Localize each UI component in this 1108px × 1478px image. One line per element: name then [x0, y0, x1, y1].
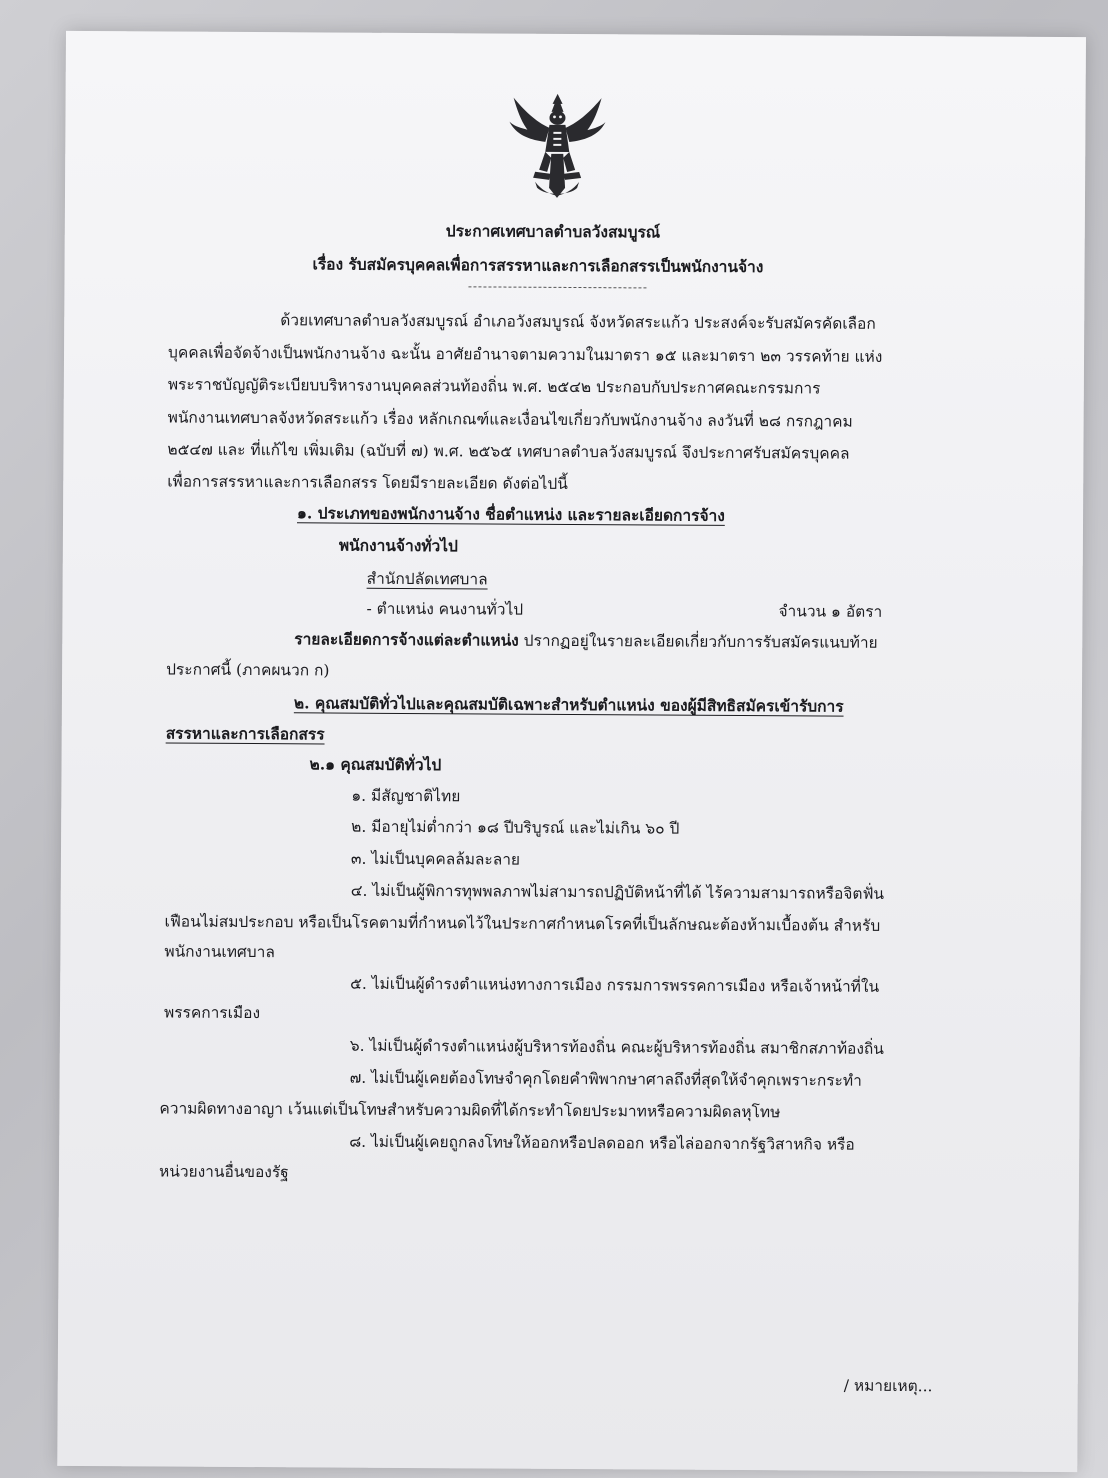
employee-type: พนักงานจ้างทั่วไป: [338, 535, 458, 556]
announcement-subject: เรื่อง รับสมัครบุคคลเพื่อการสรรหาและการเลือกสรรเป็นพนักงานจ้าง: [312, 254, 764, 277]
detail-bold-text: รายละเอียดการจ้างแต่ละตำแหน่ง: [294, 629, 519, 650]
document-paper: [57, 31, 1086, 1472]
detail-line-2: ประกาศนี้ (ภาคผนวก ก): [166, 660, 330, 680]
detail-rest-text: ปรากฏอยู่ในรายละเอียดเกี่ยวกับการรับสมัครแนบท้าย: [518, 631, 878, 652]
intro-line: บุคคลเพื่อจัดจ้างเป็นพนักงานจ้าง ฉะนั้น อาศัยอำนาจตามความในมาตรา ๑๕ และมาตรา ๒๓ วรรคท้าย แห่ง: [167, 343, 883, 366]
position-count: จำนวน ๑ อัตรา: [778, 602, 883, 621]
qualification-item-cont: พนักงานเทศบาล: [164, 942, 275, 962]
qualification-item-cont: หน่วยงานอื่นของรัฐ: [158, 1162, 289, 1182]
garuda-emblem-icon: [505, 92, 610, 203]
intro-line: ๒๕๔๗ และ ที่แก้ไข เพิ่มเติม (ฉบับที่ ๗) พ.ศ. ๒๕๖๕ เทศบาลตำบลวังสมบูรณ์ จึงประกาศรับสมัครบุคคล: [167, 440, 850, 463]
section1-heading: ๑. ประเภทของพนักงานจ้าง ชื่อตำแหน่ง และรายละเอียดการจ้าง: [297, 503, 725, 525]
qualification-item: ๓. ไม่เป็นบุคคลล้มละลาย: [350, 849, 521, 869]
qualification-item: ๕. ไม่เป็นผู้ดำรงตำแหน่งทางการเมือง กรรมการพรรคการเมือง หรือเจ้าหน้าที่ใน: [350, 974, 880, 996]
qualification-item-cont: เฟือนไม่สมประกอบ หรือเป็นโรคตามที่กำหนดไว้ในประกาศกำหนดโรคที่เป็นลักษณะต้องห้ามเบื้องต้น สำหรับ: [164, 912, 881, 935]
detail-line: [294, 629, 878, 653]
section2-heading: ๒. คุณสมบัติทั่วไปและคุณสมบัติเฉพาะสำหรับตำแหน่ง ของผู้มีสิทธิสมัครเข้ารับการ: [293, 693, 844, 716]
announcement-title: ประกาศเทศบาลตำบลวังสมบูรณ์: [445, 221, 661, 242]
section2-subheading: ๒.๑ คุณสมบัติทั่วไป: [309, 754, 442, 775]
intro-line: พระราชบัญญัติระเบียบบริหารงานบุคคลส่วนท้องถิ่น พ.ศ. ๒๕๔๒ ประกอบกับประกาศคณะกรรมการ: [167, 375, 821, 398]
position-item: - ตำแหน่ง คนงานทั่วไป: [366, 599, 524, 619]
qualification-item: ๒. มีอายุไม่ต่ำกว่า ๑๘ ปีบริบูรณ์ และไม่เกิน ๖๐ ปี: [351, 817, 680, 838]
qualification-item: ๖. ไม่เป็นผู้ดำรงตำแหน่งผู้บริหารท้องถิ่น คณะผู้บริหารท้องถิ่น สมาชิกสภาท้องถิ่น: [349, 1036, 885, 1058]
office-name: สำนักปลัดเทศบาล: [366, 569, 488, 589]
qualification-item-cont: ความผิดทางอาญา เว้นแต่เป็นโทษสำหรับความผิดที่ได้กระทำโดยประมาทหรือความผิดลหุโทษ: [159, 1099, 781, 1122]
qualification-item: ๗. ไม่เป็นผู้เคยต้องโทษจำคุกโดยคำพิพากษาศาลถึงที่สุดให้จำคุกเพราะกระทำ: [349, 1068, 862, 1090]
qualification-item: ๑. มีสัญชาติไทย: [351, 786, 461, 806]
intro-line: พนักงานเทศบาลจังหวัดสระแก้ว เรื่อง หลักเกณฑ์และเงื่อนไขเกี่ยวกับพนักงานจ้าง ลงวันที่ ๒๘ กรกฎาคม: [167, 408, 853, 431]
qualification-item-cont: พรรคการเมือง: [163, 1003, 261, 1023]
intro-line: เพื่อการสรรหาและการเลือกสรร โดยมีรายละเอียด ดังต่อไปนี้: [167, 472, 568, 493]
continued-note: / หมายเหตุ...: [843, 1376, 933, 1396]
section2-heading-cont: สรรหาและการเลือกสรร: [165, 723, 325, 744]
intro-line: ด้วยเทศบาลตำบลวังสมบูรณ์ อำเภอวังสมบูรณ์ จังหวัดสระแก้ว ประสงค์จะรับสมัครคัดเลือก: [280, 311, 876, 333]
title-divider: [468, 286, 646, 288]
qualification-item: ๘. ไม่เป็นผู้เคยถูกลงโทษให้ออกหรือปลดออก หรือไล่ออกจากรัฐวิสาหกิจ หรือ: [349, 1132, 855, 1154]
qualification-item: ๔. ไม่เป็นผู้พิการทุพพลภาพไม่สามารถปฏิบัติหน้าที่ได้ ไร้ความสามารถหรือจิตฟั่น: [350, 881, 885, 903]
